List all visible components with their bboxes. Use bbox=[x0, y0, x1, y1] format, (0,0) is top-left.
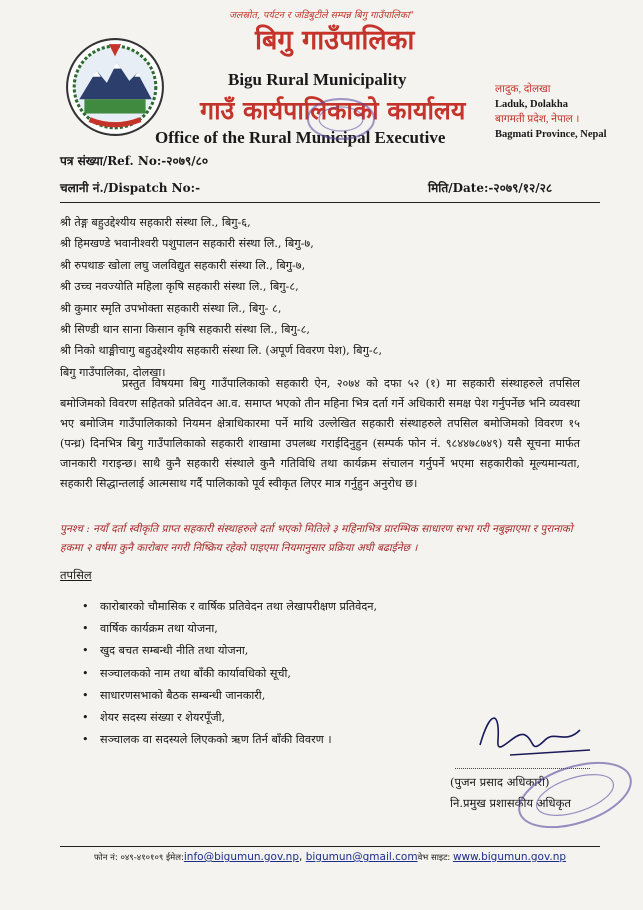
letter-body bbox=[60, 374, 580, 494]
municipality-name-np: बिगु गाउँपालिका bbox=[255, 25, 415, 56]
list-item bbox=[82, 707, 377, 729]
date-value: २०७९/१२/२८ bbox=[493, 181, 553, 195]
phone-label: फोन नं: ०४९-४१०१०९ ईमेल: bbox=[93, 853, 184, 863]
office-name-en: Office of the Rural Municipal Executive bbox=[155, 128, 446, 147]
email-link-gmail[interactable]: bigumun@gmail.com bbox=[305, 851, 418, 863]
recipient-item: बिगु गाउँपालिका, दोलखा। bbox=[60, 365, 166, 379]
website-label: वेभ साइट: bbox=[417, 853, 453, 863]
address-line-np-1: लादुक, दोलखा bbox=[495, 84, 551, 95]
dispatch-number: चलानी नं./Dispatch No:- bbox=[60, 181, 201, 195]
list-item bbox=[82, 729, 377, 751]
office-name-np: गाउँ कार्यपालिकाको कार्यालय bbox=[200, 96, 466, 125]
list-item bbox=[82, 618, 377, 640]
ref-value: २०७९/८० bbox=[166, 154, 209, 168]
list-item bbox=[82, 640, 377, 662]
office-address bbox=[495, 82, 607, 142]
bullet-icon: • bbox=[82, 733, 89, 747]
recipient-item: श्री निको थाङ्मीचागु बहुउद्देश्यीय सहकारी संस्था लि. (अपूर्ण विवरण पेश), बिगु-८, bbox=[60, 344, 383, 358]
official-stamp-icon bbox=[305, 95, 377, 143]
address-line-np-2: बागमती प्रदेश, नेपाल । bbox=[495, 114, 580, 125]
schedule-list bbox=[82, 596, 377, 751]
list-item-text: वार्षिक कार्यक्रम तथा योजना, bbox=[100, 622, 218, 636]
list-item-text: सञ्चालकको नाम तथा बाँकी कार्यावधिको सूची, bbox=[100, 666, 291, 680]
recipient-item: श्री हिमखण्डे भवानीश्वरी पशुपालन सहकारी संस्था लि., बिगु-७, bbox=[60, 237, 314, 251]
bullet-icon: • bbox=[82, 711, 89, 725]
list-item-text: शेयर सदस्य संख्या र शेयरपूँजी, bbox=[100, 711, 226, 725]
recipient-item: श्री सिण्डी थान साना किसान कृषि सहकारी संस्था लि., बिगु-८, bbox=[60, 323, 310, 337]
header-divider bbox=[60, 202, 600, 203]
website-link[interactable]: www.bigumun.gov.np bbox=[452, 851, 567, 863]
bullet-icon: • bbox=[82, 688, 89, 702]
body-paragraph: प्रस्तुत विषयमा बिगु गाउँपालिकाको सहकारी ऐन, २०७४ को दफा ५२ (१) मा सहकारी संस्थाहरुले तपसिल बमोजिमको विवरण सहितको प्रतिवेदन आ.व. समाप्त भएको तीन महिना भित्र दर्ता गर्ने अधिकारी समक्ष पेश गर्नुपर्नेछ भनि व्यवस्था भए बमोजिम गाउँपालिकाको नियमन क्षेत्राधिकारमा पर्ने माथि उल्लेखित सहकारी संस्थाहरुले तपसिल बमोजिमको विवरण १५ (पन्ध्र) दिनभित्र बिगु गाउँपालिकाको सहकारी शाखामा उपलब्ध गराईदिनुहुन (सम्पर्क फोन नं. ९८४४७८७४९) यसै सूचना मार्फत जानकारी गराइन्छ। साथै कुनै सहकारी संस्थाले कुनै गतिविधि तथा कार्यक्रम संचालन गर्नुपर्ने भएमा सहकारीको मूल्यमान्यता, सहकारी सिद्धान्तलाई आत्मसाथ गर्दै पालिकाको पूर्व स्वीकृत लिएर मात्र गर्नुहुन अनुरोध छ। bbox=[60, 377, 580, 490]
date-label: मिति/Date:- bbox=[428, 181, 494, 195]
list-item bbox=[82, 663, 377, 685]
list-item-text: कारोबारको चौमासिक र वार्षिक प्रतिवेदन तथा लेखापरीक्षण प्रतिवेदन, bbox=[100, 600, 378, 613]
list-item bbox=[82, 596, 377, 618]
footer-divider bbox=[60, 846, 600, 847]
reference-number bbox=[60, 152, 208, 169]
bullet-icon: • bbox=[82, 644, 89, 658]
list-item-text: साधारणसभाको बैठक सम्बन्धी जानकारी, bbox=[100, 688, 266, 702]
bullet-icon: • bbox=[82, 622, 89, 636]
address-line-en-2: Bagmati Province, Nepal bbox=[495, 129, 607, 140]
signatory-name: (पुजन प्रसाद अधिकारी) bbox=[450, 775, 550, 789]
recipient-item: श्री रुपथाङ खोला लघु जलविद्युत सहकारी संस्था लि., बिगु-७, bbox=[60, 258, 306, 272]
ref-label: पत्र संख्या/Ref. No:- bbox=[60, 154, 167, 168]
address-line-en-1: Laduk, Dolakha bbox=[495, 99, 568, 110]
municipality-emblem-icon bbox=[64, 36, 166, 138]
recipient-item: श्री उच्च नवज्योति महिला कृषि सहकारी संस्था लि., बिगु-८, bbox=[60, 280, 299, 294]
postscript: पुनश्च : नयाँ दर्ता स्वीकृति प्राप्त सहकारी संस्थाहरुले दर्ता भएको मितिले ३ महिनाभित्र प्रारम्भिक साधारण सभा गरी नबुझाएमा र पुरानाको हकमा २ वर्षमा कुनै कारोबार नगरी निष्क्रिय रहेको पाइएमा नियमानुसार प्रक्रिया अघी बढाईनेछ । bbox=[60, 523, 573, 554]
motto: जलस्रोत, पर्यटन र जडिबुटीले सम्पन्न बिगु गाउँपालिका" bbox=[229, 10, 414, 21]
email-link-info[interactable]: info@bigumun.gov.np bbox=[183, 851, 300, 863]
footer-separator: , bbox=[299, 851, 306, 863]
signatory-title: नि.प्रमुख प्रशासकीय अधिकृत bbox=[450, 796, 571, 810]
municipality-name-en: Bigu Rural Municipality bbox=[228, 70, 407, 89]
official-stamp-icon bbox=[505, 760, 635, 830]
letter-date bbox=[428, 179, 552, 196]
list-item bbox=[82, 685, 377, 707]
list-item-text: खुद बचत सम्बन्धी नीति तथा योजना, bbox=[100, 644, 249, 658]
recipient-item: श्री कुमार स्मृति उपभोक्ता सहकारी संस्था लि., बिगु- ८, bbox=[60, 301, 282, 315]
recipient-list bbox=[60, 212, 382, 383]
schedule-title: तपसिल bbox=[60, 568, 92, 582]
bullet-icon: • bbox=[82, 666, 89, 680]
list-item-text: सञ्चालक वा सदस्यले लिएकको ऋण तिर्न बाँकी विवरण । bbox=[100, 733, 332, 747]
recipient-item: श्री तेङ्ग बहुउद्देश्यीय सहकारी संस्था लि., बिगु-६, bbox=[60, 216, 251, 229]
footer-contact bbox=[60, 851, 600, 863]
bullet-icon: • bbox=[82, 600, 89, 613]
